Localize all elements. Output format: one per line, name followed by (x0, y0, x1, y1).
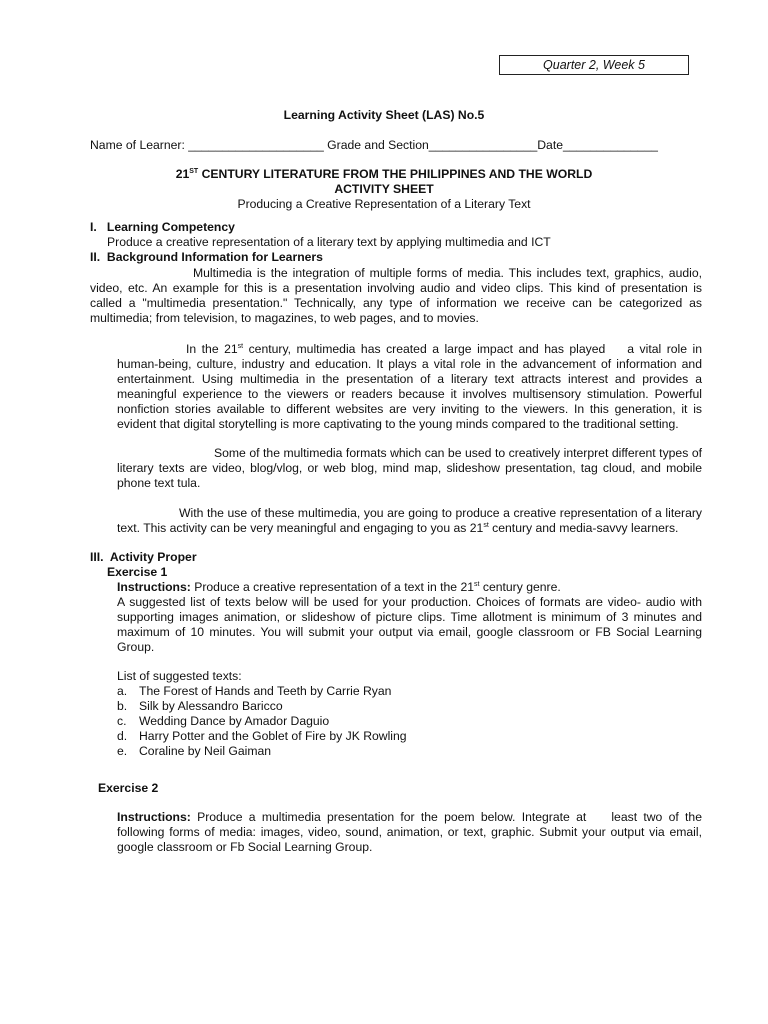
paragraph-line: meaningful experience to the viewers or readers because it involves multisensory stimulation. Powerful (117, 387, 702, 401)
paragraph-line: evident that digital storytelling is more captivating to the young minds compared to the traditional setting. (117, 417, 679, 431)
paragraph-line: multimedia; from television, to magazines, to web pages, and to movies. (90, 311, 479, 325)
paragraph-line: called a "multimedia presentation." Technically, any type of information we receive can be categorized as (90, 296, 702, 310)
background-paragraph-2 (117, 342, 702, 432)
paragraph-line: Instructions: Produce a multimedia presentation for the poem below. Integrate at least two of the (117, 810, 702, 824)
list-item: c. Wedding Dance by Amador Daguio (117, 714, 330, 728)
paragraph-line: Some of the multimedia formats which can be used to creatively interpret different types of (214, 446, 702, 460)
paragraph-line: human-being, culture, industry and education. It plays a vital role in the advancement of information and (117, 357, 702, 371)
section-heading-background: II. Background Information for Learners (90, 250, 323, 264)
learner-info-line: Name of Learner: ____________________ Grade and Section________________Date______________ (90, 138, 658, 152)
paragraph-line: literary texts are video, blog/vlog, or web blog, mind map, slideshow presentation, tag cloud, and mobile (117, 461, 702, 475)
exercise-1-body (117, 595, 702, 655)
exercise-2-instructions (117, 810, 702, 855)
paragraph-line: In the 21st century, multimedia has created a large impact and has played a vital role in (186, 342, 702, 356)
list-item: a. The Forest of Hands and Teeth by Carrie Ryan (117, 684, 392, 698)
exercise-1-instructions: Instructions: Produce a creative representation of a text in the 21st century genre. (117, 580, 561, 594)
paragraph-line: With the use of these multimedia, you are going to produce a creative representation of a literary (179, 506, 702, 520)
document-subtitle: Producing a Creative Representation of a Literary Text (237, 197, 531, 211)
paragraph-line: nonfiction stories available to different websites are very inviting to the viewers. In this generation, it is (117, 402, 702, 416)
document-title (0, 167, 768, 182)
paragraph-line: phone text tula. (117, 476, 201, 490)
title-rest: CENTURY LITERATURE FROM THE PHILIPPINES AND THE WORLD (198, 167, 593, 181)
paragraph-line: maximum of 10 minutes. You will submit your output via email, google classroom or FB Social Learning (117, 625, 702, 639)
title-number: 21 (175, 167, 190, 181)
competency-text: Produce a creative representation of a literary text by applying multimedia and ICT (107, 235, 551, 249)
list-item: b. Silk by Alessandro Baricco (117, 699, 283, 713)
paragraph-line: entertainment. Using multimedia in the presentation of a literary text attracts interest and provides a (117, 372, 702, 386)
section-heading-activity: III. Activity Proper (90, 550, 197, 564)
suggested-texts-list (117, 684, 407, 759)
paragraph-line: video, etc. An example for this is a presentation involving audio and video clips. This kind of presentation is (90, 281, 702, 295)
las-title: Learning Activity Sheet (LAS) No.5 (283, 108, 485, 122)
exercise-1-heading: Exercise 1 (107, 565, 168, 579)
paragraph-line: supporting images animation, or slideshow of picture clips. Time allotment is minimum of 3 minutes and (117, 610, 702, 624)
title-superscript: ST (189, 168, 199, 175)
instructions-label: Instructions: (117, 580, 191, 594)
list-item: e. Coraline by Neil Gaiman (117, 744, 272, 758)
suggested-texts-heading: List of suggested texts: (117, 669, 242, 683)
instructions-label: Instructions: (117, 810, 191, 824)
background-paragraph-3 (117, 446, 702, 491)
paragraph-line: following forms of media: images, video, sound, animation, or text, graphic. Submit your output via email, (117, 825, 702, 839)
background-paragraph-4 (117, 506, 702, 536)
list-item: d. Harry Potter and the Goblet of Fire by JK Rowling (117, 729, 407, 743)
paragraph-line: Group. (117, 640, 155, 654)
paragraph-line: text. This activity can be very meaningful and engaging to you as 21st century and media-savvy learners. (117, 521, 679, 535)
background-paragraph-1 (90, 266, 702, 326)
exercise-2-heading: Exercise 2 (98, 781, 159, 795)
quarter-week-box: Quarter 2, Week 5 (499, 55, 689, 75)
section-heading-competency: I. Learning Competency (90, 220, 235, 234)
paragraph-line: A suggested list of texts below will be used for your production. Choices of formats are video- audio with (117, 595, 702, 609)
paragraph-line: Multimedia is the integration of multiple forms of media. This includes text, graphics, audio, (193, 266, 702, 280)
paragraph-line: google classroom or Fb Social Learning Group. (117, 840, 373, 854)
activity-sheet-title: ACTIVITY SHEET (334, 182, 434, 196)
